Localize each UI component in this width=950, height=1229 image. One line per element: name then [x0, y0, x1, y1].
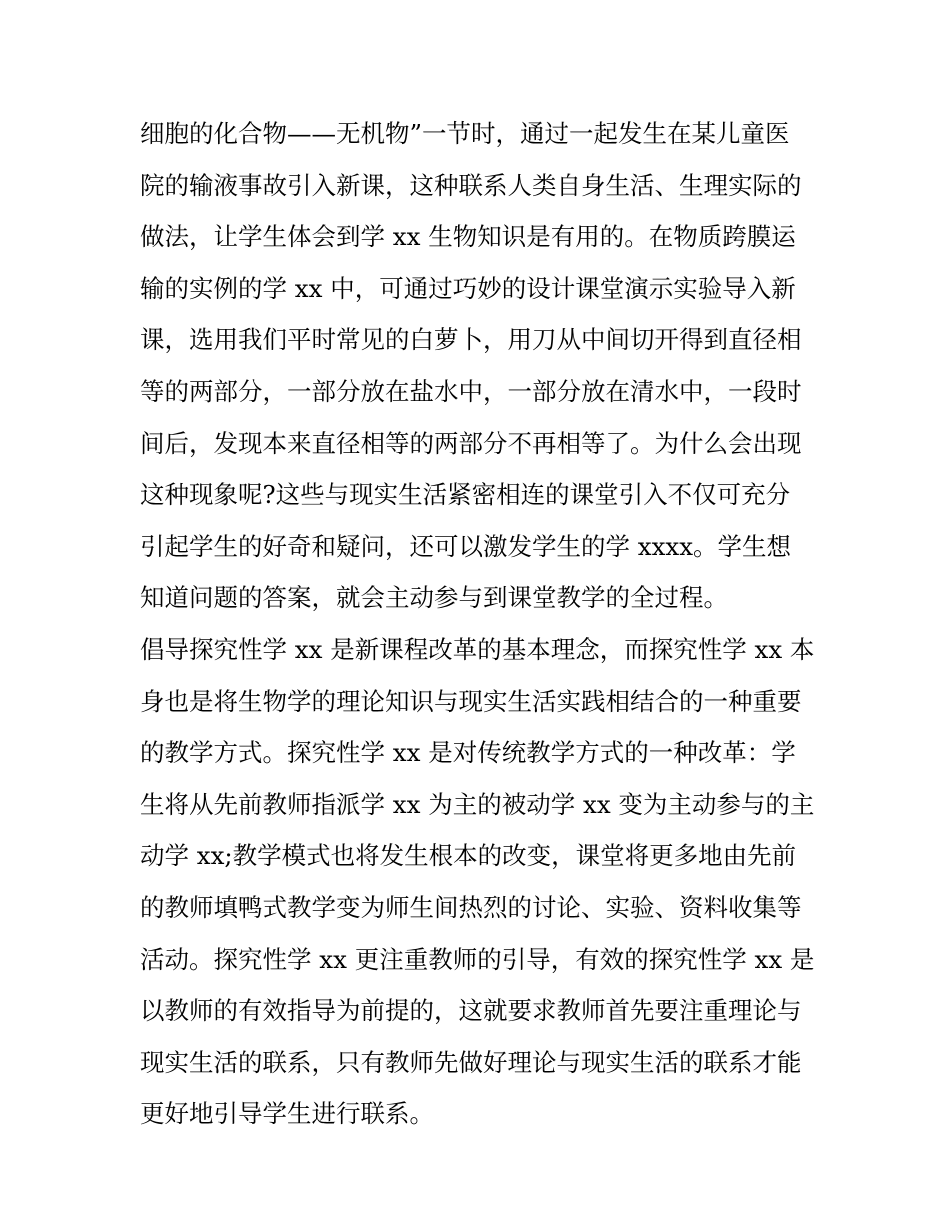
text-line: 做法，让学生体会到学 xx 生物知识是有用的。在物质跨膜运	[140, 222, 796, 252]
text-line: 倡导探究性学 xx 是新课程改革的基本理念，而探究性学 xx 本	[140, 634, 815, 664]
text-line: 动学 xx;教学模式也将发生根本的改变，课堂将更多地由先前	[140, 841, 797, 871]
text-line: 间后，发现本来直径相等的两部分不再相等了。为什么会出现	[140, 428, 802, 458]
text-line: 的教学方式。探究性学 xx 是对传统教学方式的一种改革：学	[140, 738, 796, 768]
text-line: 更好地引导学生进行联系。	[140, 1099, 434, 1129]
text-line: 等的两部分，一部分放在盐水中，一部分放在清水中，一段时	[140, 376, 802, 406]
text-line: 引起学生的好奇和疑问，还可以激发学生的学 xxxx。学生想	[140, 531, 792, 561]
text-line: 细胞的化合物——无机物”一节时，通过一起发生在某儿童医	[140, 119, 790, 148]
text-line: 活动。探究性学 xx 更注重教师的引导，有效的探究性学 xx 是	[140, 944, 815, 974]
text-line: 知道问题的答案，就会主动参与到课堂教学的全过程。	[140, 583, 728, 613]
text-line: 院的输液事故引入新课，这种联系人类自身生活、生理实际的	[140, 170, 802, 200]
text-line: 课，选用我们平时常见的白萝卜，用刀从中间切开得到直径相	[140, 325, 802, 355]
body-text	[140, 108, 820, 1140]
text-line: 现实生活的联系，只有教师先做好理论与现实生活的联系才能	[140, 1047, 802, 1077]
text-line: 这种现象呢?这些与现实生活紧密相连的课堂引入不仅可充分	[140, 480, 791, 510]
text-line: 生将从先前教师指派学 xx 为主的被动学 xx 变为主动参与的主	[140, 789, 815, 819]
text-line: 的教师填鸭式教学变为师生间热烈的讨论、实验、资料收集等	[140, 892, 802, 922]
text-line: 以教师的有效指导为前提的，这就要求教师首先要注重理论与	[140, 996, 802, 1026]
text-line: 身也是将生物学的理论知识与现实生活实践相结合的一种重要	[140, 686, 802, 716]
text-line: 输的实例的学 xx 中，可通过巧妙的设计课堂演示实验导入新	[140, 273, 796, 303]
